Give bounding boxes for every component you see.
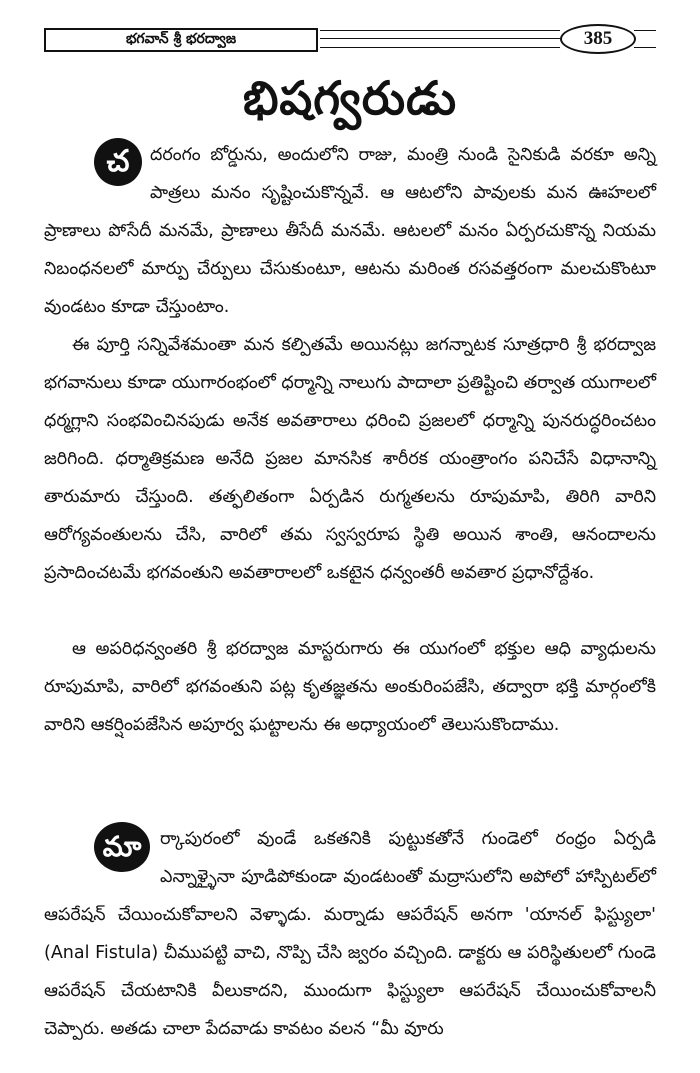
drop-cap: మా <box>94 822 150 872</box>
page-header <box>44 26 656 54</box>
drop-cap: చ <box>94 138 142 186</box>
page-number: 385 <box>560 24 636 54</box>
header-rule-lines-right <box>634 30 656 48</box>
paragraph-text: ర్కాపురంలో వుండే ఒకతనికి పుట్టుకతోనే గుండెలో రంధ్రం ఏర్పడి ఎన్నాళ్ళైనా పూడిపోకుండా వుండటంతో మద్రాసులోని అపోలో హాస్పిటల్‌లో ఆపరేషన్ చేయించుకోవాలని వెళ్ళాడు. మర్నాడు ఆపరేషన్ అనగా 'యానల్ ఫిస్ట్యులా' (Anal Fistula) చీముపట్టి వాచి, నొప్పి చేసి జ్వరం వచ్చింది. డాక్టరు ఆ పరిస్థితులలో గుండె ఆపరేషన్ చేయటానికి వీలుకాదని, ముందుగా ఫిస్ట్యులా ఆపరేషన్ చేయించుకోవాలనీ చెప్పారు. అతడు చాలా పేదవాడు కావటం వలన “మీ వూరు <box>44 829 656 1039</box>
paragraph-1 <box>44 136 656 326</box>
paragraph-4 <box>44 820 656 1048</box>
running-title: భగవాన్ శ్రీ భరద్వాజ <box>44 28 318 52</box>
chapter-title: భిషగ్వరుడు <box>242 71 458 125</box>
paragraph-text: దరంగం బోర్డును, అందులోని రాజు, మంత్రి నుండి సైనికుడి వరకూ అన్ని పాత్రలు మనం సృష్టించుకొన్నవే. ఆ ఆటలోని పావులకు మన ఊహలలో ప్రాణాలు పోసేదీ మనమే, ప్రాణాలు తీసేదీ మనమే. ఆటలలో మనం ఏర్పరచుకొన్న నియమ నిబంధనలలో మార్పు చేర్పులు చేసుకుంటూ, ఆటను మరింత రసవత్తరంగా మలచుకొంటూ వుండటం కూడా చేస్తుంటాం. <box>44 145 656 317</box>
paragraph-3: ఆ అపరిధన్వంతరి శ్రీ భరద్వాజ మాస్టరుగారు ఈ యుగంలో భక్తుల ఆధి వ్యాధులను రూపుమాపి, వారిలో భగవంతుని పట్ల కృతజ్ఞతను అంకురింపజేసి, తద్వారా భక్తి మార్గంలోకి వారిని ఆకర్షింపజేసిన అపూర్వ ఘట్టాలను ఈ అధ్యాయంలో తెలుసుకొందాము. <box>44 639 656 735</box>
paragraph-2: ఈ పూర్తి సన్నివేశమంతా మన కల్పితమే అయినట్లు జగన్నాటక సూత్రధారి శ్రీ భరద్వాజ భగవానులు కూడా యుగారంభంలో ధర్మాన్ని నాలుగు పాదాలా ప్రతిష్టించి తర్వాత యుగాలలో ధర్మగ్లాని సంభవించినపుడు అనేక అవతారాలు ధరించి ప్రజలలో ధర్మాన్ని పునరుద్ధరించటం జరిగింది. ధర్మాతిక్రమణ అనేది ప్రజల మానసిక శారీరక యంత్రాంగం పనిచేసే విధానాన్ని తారుమారు చేస్తుంది. తత్ఫలితంగా ఏర్పడిన రుగ్మతలను రూపుమాపి, తిరిగి వారిని ఆరోగ్యవంతులను చేసి, వారిలో తమ స్వస్వరూప స్థితి అయిన శాంతి, ఆనందాలను ప్రసాదించటమే భగవంతుని అవతారాలలో ఒకటైన ధన్వంతరీ అవతార ప్రధానోద్దేశం. <box>44 335 656 583</box>
header-rule-lines <box>320 30 560 48</box>
